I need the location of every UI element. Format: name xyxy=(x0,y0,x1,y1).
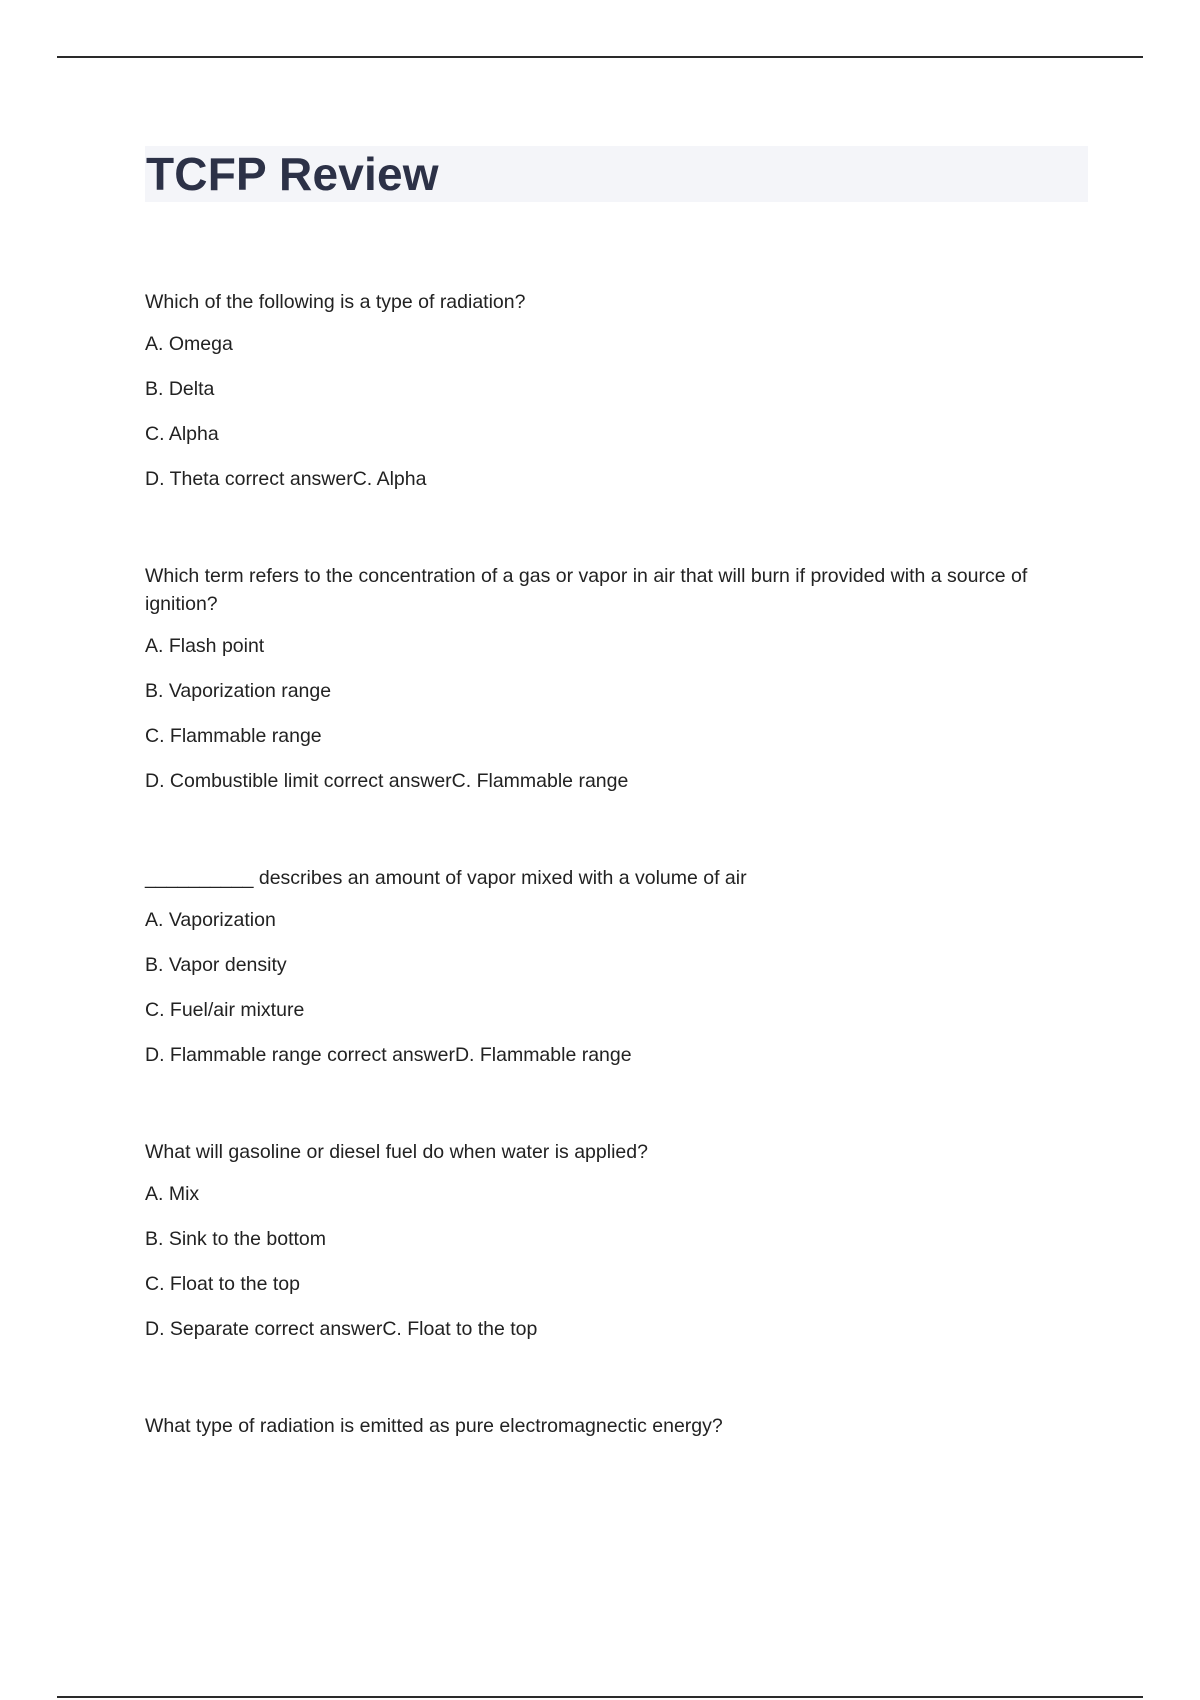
question-text: Which of the following is a type of radiation? xyxy=(145,291,526,313)
page-title: TCFP Review xyxy=(146,148,439,200)
answer-option: B. Vapor density xyxy=(145,954,287,976)
answer-option: B. Sink to the bottom xyxy=(145,1228,327,1250)
question-block xyxy=(145,1412,1085,1440)
question-list xyxy=(145,288,1085,1509)
answer-option: A. Mix xyxy=(145,1183,200,1205)
question-text: What type of radiation is emitted as pure electromagnectic energy? xyxy=(145,1415,723,1437)
answer-option: C. Flammable range xyxy=(145,725,322,747)
answer-option: A. Flash point xyxy=(145,635,265,657)
footer-rule xyxy=(57,1696,1143,1698)
question-text: What will gasoline or diesel fuel do when water is applied? xyxy=(145,1141,648,1163)
answer-option: C. Float to the top xyxy=(145,1273,301,1295)
answer-option: B. Vaporization range xyxy=(145,680,332,702)
question-text: Which term refers to the concentration of a gas or vapor in air that will burn if provided with a source of ignition? xyxy=(145,565,1028,615)
answer-option: C. Alpha xyxy=(145,423,219,445)
question-block xyxy=(145,288,1085,493)
answer-option-with-correct-answer: D. Theta correct answerC. Alpha xyxy=(145,468,427,490)
question-block xyxy=(145,562,1085,795)
question-text: __________ describes an amount of vapor mixed with a volume of air xyxy=(145,867,747,889)
question-block xyxy=(145,1138,1085,1343)
header-rule xyxy=(57,56,1143,58)
answer-option: A. Vaporization xyxy=(145,909,276,931)
answer-option-with-correct-answer: D. Flammable range correct answerD. Flammable range xyxy=(145,1044,632,1066)
answer-option-with-correct-answer: D. Combustible limit correct answerC. Flammable range xyxy=(145,770,629,792)
answer-option-with-correct-answer: D. Separate correct answerC. Float to the top xyxy=(145,1318,538,1340)
question-block xyxy=(145,864,1085,1069)
answer-option: B. Delta xyxy=(145,378,215,400)
answer-option: C. Fuel/air mixture xyxy=(145,999,305,1021)
answer-option: A. Omega xyxy=(145,333,233,355)
